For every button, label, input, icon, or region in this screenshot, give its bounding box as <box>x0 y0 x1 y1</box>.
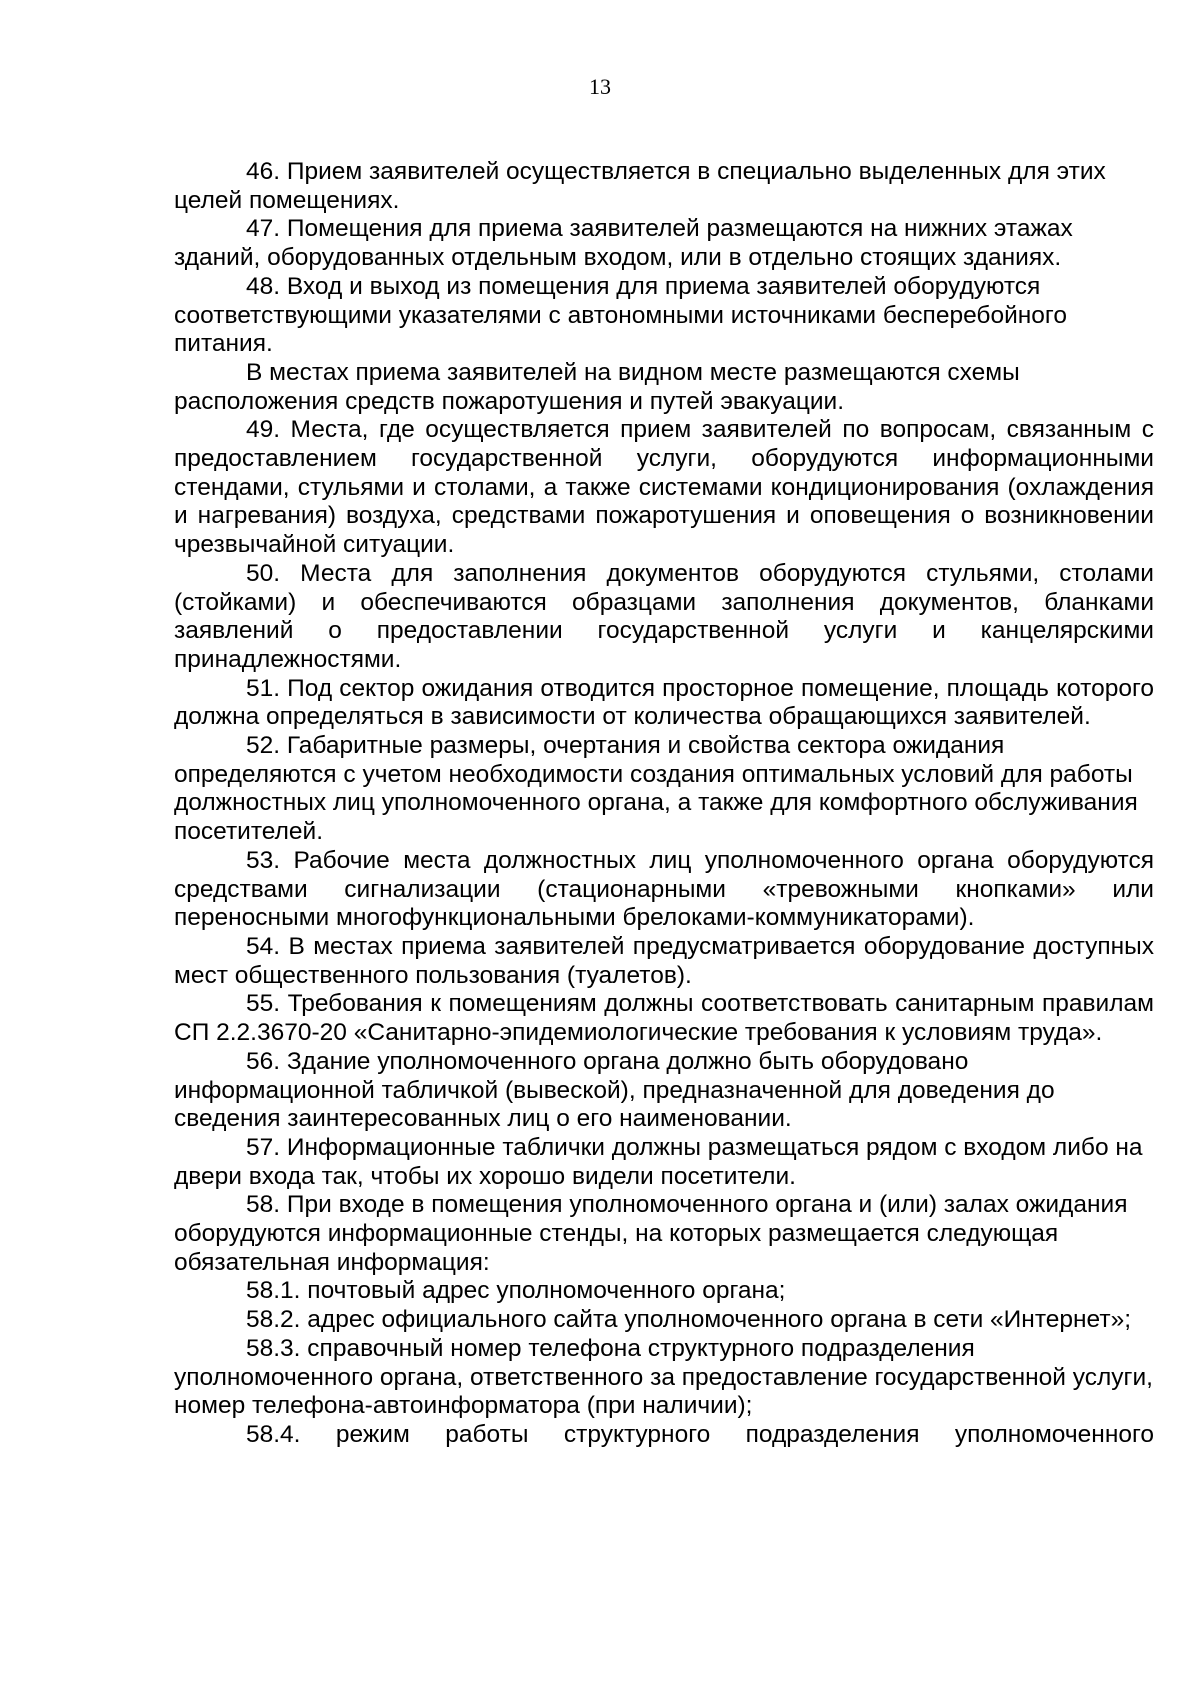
paragraph-54: 54. В местах приема заявителей предусматривается оборудование доступных мест общественного пользования (туалетов). <box>174 932 1154 989</box>
paragraph-58-4: 58.4. режим работы структурного подразделения уполномоченного <box>246 1420 1154 1448</box>
paragraph-56: 56. Здание уполномоченного органа должно быть оборудовано информационной табличкой (вывеской), предназначенной для доведения до сведения заинтересованных лиц о его наименовании. <box>174 1047 1055 1133</box>
paragraph-58: 58. При входе в помещения уполномоченного органа и (или) залах ожидания оборудуются информационные стенды, на которых размещается следующая обязательная информация: <box>174 1191 1128 1276</box>
paragraph-58-3: 58.3. справочный номер телефона структурного подразделения уполномоченного органа, ответственного за предоставление государственной услуги, номер телефона-автоинформатора (при наличии); <box>174 1334 1153 1420</box>
paragraph-46: 46. Прием заявителей осуществляется в специально выделенных для этих целей помещениях. <box>174 158 1106 214</box>
paragraph-58-2: 58.2. адрес официального сайта уполномоченного органа в сети «Интернет»; <box>246 1306 1132 1334</box>
paragraph-47: 47. Помещения для приема заявителей размещаются на нижних этажах зданий, оборудованных отдельным входом, или в отдельно стоящих зданиях. <box>174 215 1073 272</box>
paragraph-58-1: 58.1. почтовый адрес уполномоченного органа; <box>246 1277 786 1305</box>
paragraph-52: 52. Габаритные размеры, очертания и свойства сектора ожидания определяются с учетом необходимости создания оптимальных условий для работы должностных лиц уполномоченного органа, а также для комфортного обслуживания посетителей. <box>174 732 1138 846</box>
paragraph-51: 51. Под сектор ожидания отводится просторное помещение, площадь которого должна определяться в зависимости от количества обращающихся заявителей. <box>174 674 1154 731</box>
paragraph-48: 48. Вход и выход из помещения для приема заявителей оборудуются соответствующими указателями с автономными источниками бесперебойного питания. <box>174 272 1067 358</box>
paragraph-50: 50. Места для заполнения документов оборудуются стульями, столами (стойками) и обеспечиваются образцами заполнения документов, бланками заявлений о предоставлении государственной услуги и канцелярскими принадлежностями. <box>174 559 1154 673</box>
paragraph-53: 53. Рабочие места должностных лиц уполномоченного органа оборудуются средствами сигнализации (стационарными «тревожными кнопками» или переносными многофункциональными брелоками-коммуникаторами). <box>174 846 1154 932</box>
paragraph-49: 49. Места, где осуществляется прием заявителей по вопросам, связанным с предоставлением государственной услуги, оборудуются информационными стендами, стульями и столами, а также системами кондиционирования (охлаждения и нагревания) воздуха, средствами пожаротушения и оповещения о возникновении чрезвычайной ситуации. <box>174 416 1154 559</box>
paragraph-48-continued: В местах приема заявителей на видном месте размещаются схемы расположения средств пожаротушения и путей эвакуации. <box>174 358 1020 415</box>
document-body <box>174 158 1154 1450</box>
paragraph-55: 55. Требования к помещениям должны соответствовать санитарным правилам СП 2.2.3670-20 «Санитарно-эпидемиологические требования к условиям труда». <box>174 990 1154 1047</box>
page-number: 13 <box>589 74 611 99</box>
paragraph-57: 57. Информационные таблички должны размещаться рядом с входом либо на двери входа так, чтобы их хорошо видели посетители. <box>174 1133 1143 1190</box>
